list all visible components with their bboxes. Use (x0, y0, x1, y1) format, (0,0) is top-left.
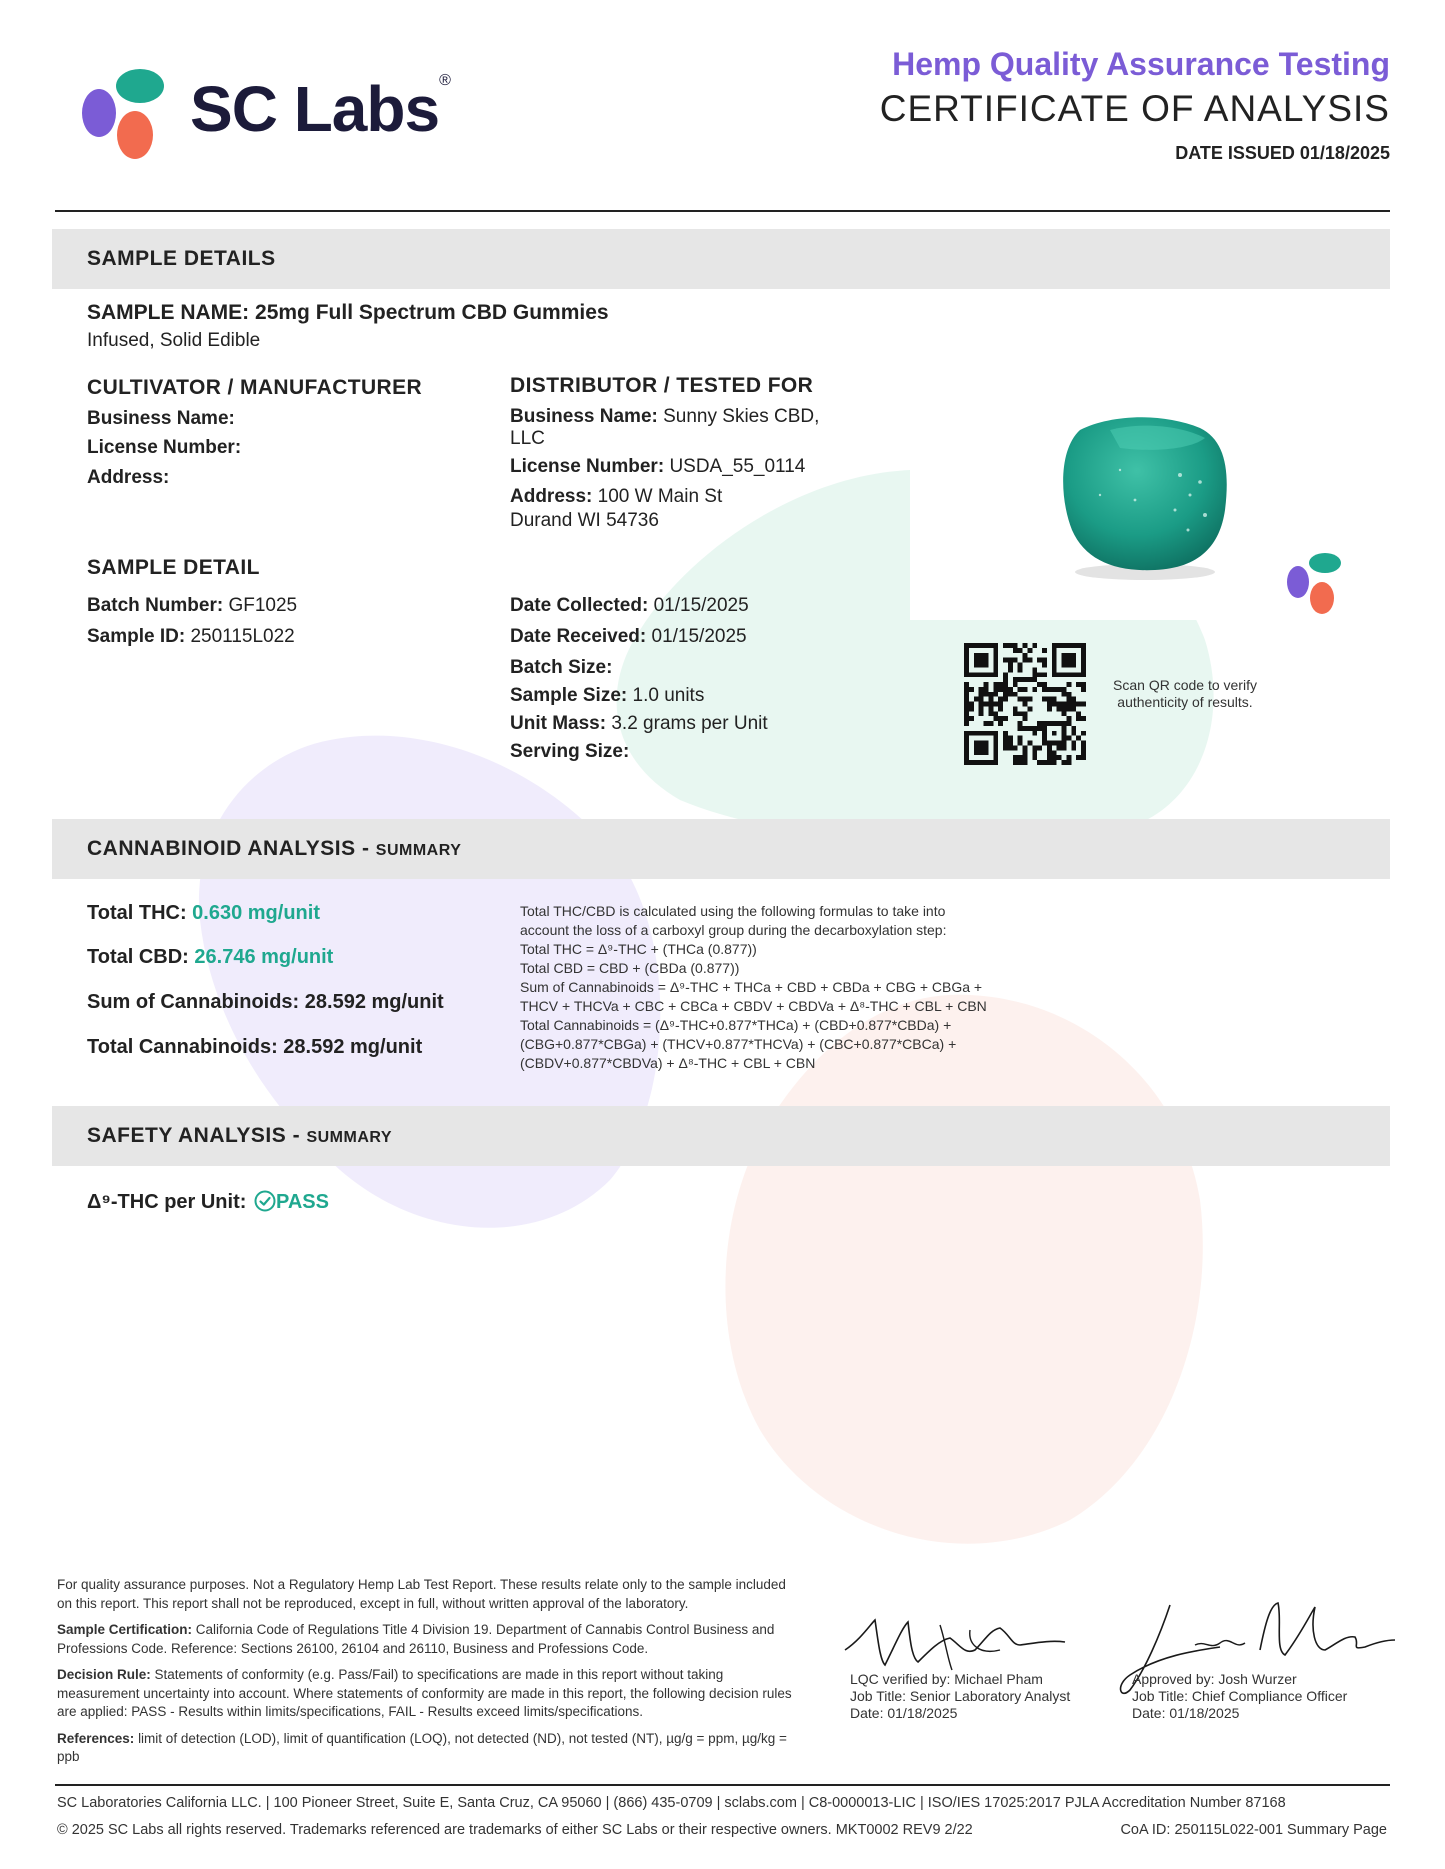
small-logo-icon (1286, 552, 1344, 616)
signature-michael-pham (840, 1610, 1070, 1680)
coa-id: CoA ID: 250115L022-001 Summary Page (1120, 1822, 1387, 1838)
section-title: SAFETY ANALYSIS - SUMMARY (87, 1124, 393, 1147)
total-cannabinoids: Total Cannabinoids: 28.592 mg/unit (87, 1036, 423, 1058)
footer-notes (57, 1576, 797, 1775)
sample-certification: Sample Certification: California Code of Regulations Title 4 Division 19. Department of Cannabis Control Business and Professions Code. Reference: Sections 26100, 26104 and 26110, Business and Professions Code. (57, 1622, 775, 1656)
sample-id: Sample ID: 250115L022 (87, 626, 295, 647)
product-image (1040, 400, 1240, 585)
copyright-line: © 2025 SC Labs all rights reserved. Trademarks referenced are trademarks of either SC Labs or their respective owners. MKT0002 REV9 2/22 (57, 1822, 973, 1838)
header-subtitle: Hemp Quality Assurance Testing (892, 46, 1390, 82)
header-divider (55, 210, 1390, 212)
formula-line: (CBG+0.877*CBGa) + (THCV+0.877*THCVa) + (CBC+0.877*CBCa) + (520, 1036, 957, 1052)
total-thc: Total THC: 0.630 mg/unit (87, 902, 320, 924)
qr-caption (1100, 677, 1270, 711)
qr-caption-line: authenticity of results. (1117, 694, 1253, 710)
formula-line: Total THC/CBD is calculated using the following formulas to take into (520, 903, 946, 919)
batch-number: Batch Number: GF1025 (87, 595, 298, 616)
formula-line: (CBDV+0.877*CBDVa) + Δ⁸-THC + CBL + CBN (520, 1055, 816, 1071)
background-blob-orange (720, 990, 1210, 1550)
cultivator-license: License Number: (87, 437, 242, 458)
check-circle-icon (254, 1190, 276, 1212)
formula-line: account the loss of a carboxyl group during the decarboxylation step: (520, 922, 947, 938)
lab-address-line: SC Laboratories California LLC. | 100 Pioneer Street, Suite E, Santa Cruz, CA 95060 | (866) 435-0709 | sclabs.com | C8-0000013-LIC | ISO/IES 17025:2017 PJLA Accreditation Number 87168 (57, 1795, 1286, 1811)
footer-divider (55, 1784, 1390, 1786)
formula-line: Total Cannabinoids = (Δ⁹-THC+0.877*THCa) + (CBD+0.877*CBDa) + (520, 1017, 952, 1033)
qr-code[interactable] (964, 643, 1086, 765)
brand-name: SC Labs® (190, 72, 450, 145)
cultivator-business-name: Business Name: (87, 408, 235, 429)
formula-line: Total CBD = CBD + (CBDa (0.877)) (520, 960, 740, 976)
date-received: Date Received: 01/15/2025 (510, 626, 747, 647)
sum-of-cannabinoids: Sum of Cannabinoids: 28.592 mg/unit (87, 991, 444, 1013)
disclaimer: For quality assurance purposes. Not a Regulatory Hemp Lab Test Report. These results relate only to the sample included on this report. This report shall not be reproduced, except in full, without written approval of the laboratory. (57, 1577, 786, 1611)
sig-line: Date: 01/18/2025 (850, 1705, 958, 1721)
unit-mass: Unit Mass: 3.2 grams per Unit (510, 713, 768, 734)
section-title: SAMPLE DETAILS (87, 247, 276, 270)
sample-type: Infused, Solid Edible (87, 330, 261, 351)
date-collected: Date Collected: 01/15/2025 (510, 595, 749, 616)
section-sample-details (52, 229, 1390, 289)
safety-thc-per-unit: Δ⁹-THC per Unit: PASS (87, 1191, 329, 1213)
sample-size: Sample Size: 1.0 units (510, 685, 705, 706)
total-cbd: Total CBD: 26.746 mg/unit (87, 946, 334, 968)
cultivator-address: Address: (87, 467, 170, 488)
distributor-business-name: Business Name: Sunny Skies CBD, (510, 406, 820, 427)
batch-size: Batch Size: (510, 657, 613, 678)
cultivator-heading: CULTIVATOR / MANUFACTURER (87, 376, 423, 399)
decision-rule: Decision Rule: Statements of conformity (e.g. Pass/Fail) to specifications are made in this report without taking measurement uncertainty into account. Where statements of conformity are made in this report, the following decision rules are applied: PASS - Results within limits/specifications, FAIL - Results exceed limits/specifications. (57, 1667, 792, 1719)
serving-size: Serving Size: (510, 741, 630, 762)
signature-block-analyst (850, 1671, 1070, 1722)
formula-line: THCV + THCVa + CBC + CBCa + CBDV + CBDVa + Δ⁸-THC + CBL + CBN (520, 998, 987, 1014)
distributor-license: License Number: USDA_55_0114 (510, 456, 806, 477)
distributor-business-name-cont: LLC (510, 428, 545, 449)
pass-badge: PASS (275, 1191, 329, 1213)
logo (80, 62, 480, 162)
distributor-address: Address: 100 W Main St (510, 486, 723, 507)
sample-name: SAMPLE NAME: 25mg Full Spectrum CBD Gummies (87, 301, 609, 324)
distributor-address-line2: Durand WI 54736 (510, 510, 659, 531)
distributor-heading: DISTRIBUTOR / TESTED FOR (510, 374, 814, 397)
section-title: CANNABINOID ANALYSIS - SUMMARY (87, 837, 462, 860)
formula-line: Total THC = Δ⁹-THC + (THCa (0.877)) (520, 941, 757, 957)
sig-line: Job Title: Chief Compliance Officer (1132, 1688, 1348, 1704)
qr-caption-line: Scan QR code to verify (1113, 677, 1257, 693)
logo-mark-icon (80, 67, 170, 162)
sample-detail-heading: SAMPLE DETAIL (87, 556, 260, 579)
section-safety-analysis (52, 1106, 1390, 1166)
formula-line: Sum of Cannabinoids = Δ⁹-THC + THCa + CBD + CBDa + CBG + CBGa + (520, 979, 983, 995)
signature-block-officer (1132, 1671, 1347, 1722)
sig-line: Job Title: Senior Laboratory Analyst (850, 1688, 1071, 1704)
formula-notes (520, 902, 1040, 1073)
page-title: CERTIFICATE OF ANALYSIS (879, 88, 1390, 129)
sig-line: LQC verified by: Michael Pham (850, 1671, 1043, 1687)
sig-line: Date: 01/18/2025 (1132, 1705, 1240, 1721)
date-issued: DATE ISSUED 01/18/2025 (1175, 143, 1390, 163)
references: References: limit of detection (LOD), limit of quantification (LOQ), not detected (ND), not tested (NT), µg/g = ppm, µg/kg = ppb (57, 1730, 787, 1764)
sig-line: Approved by: Josh Wurzer (1132, 1671, 1297, 1687)
section-cannabinoid-analysis (52, 819, 1390, 879)
